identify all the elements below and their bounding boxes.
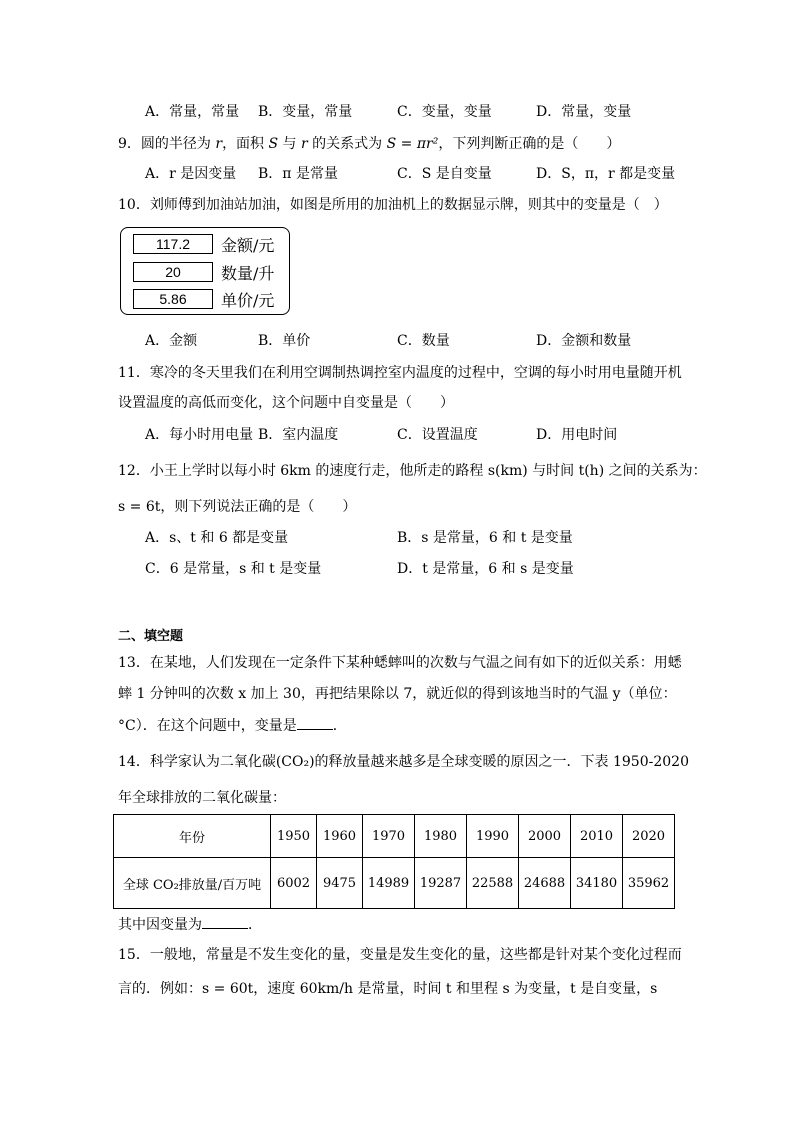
q9-option-b: B．π 是常量 — [258, 166, 338, 182]
q10-stem: 10．刘师傅到加油站加油，如图是所用的加油机上的数据显示牌，则其中的变量是（ ） — [118, 197, 668, 213]
q11-stem-line1: 11．寒冷的冬天里我们在利用空调制热调控室内温度的过程中，空调的每小时用电量随开机 — [118, 365, 682, 381]
q13-stem-line2: 蟀 1 分钟叫的次数 x 加上 30，再把结果除以 7，就近似的得到该地当时的气温 y（单位： — [118, 686, 677, 702]
q8-option-d: D．常量，变量 — [536, 104, 632, 120]
table-value-cell: 22588 — [467, 858, 519, 909]
q13-stem-line1: 13．在某地，人们发现在一定条件下某种蟋蟀叫的次数与气温之间有如下的近似关系：用蟋 — [118, 655, 682, 671]
table-year-cell: 1990 — [467, 815, 519, 858]
q10-option-b: B．单价 — [258, 333, 311, 349]
q8-option-b: B．变量，常量 — [258, 104, 353, 120]
q15-stem-line1: 15．一般地，常量是不发生变化的量，变量是发生变化的量，这些都是针对某个变化过程而 — [118, 947, 682, 963]
table-row-label: 全球 CO₂排放量/百万吨 — [114, 858, 271, 909]
q14-answer-line: 其中因变量为 ． — [118, 914, 262, 935]
table-year-cell: 2000 — [519, 815, 571, 858]
q12-option-c: C．6 是常量，s 和 t 是变量 — [145, 561, 322, 577]
table-year-cell: 2010 — [571, 815, 623, 858]
table-year-cell: 1950 — [271, 815, 317, 858]
q9-formula: S = πr² — [386, 136, 439, 152]
q9-option-a: A．r 是因变量 — [145, 166, 237, 182]
q8-option-c: C．变量，变量 — [397, 104, 492, 120]
board-value: 5.86 — [133, 289, 213, 309]
board-label: 单价/元 — [221, 290, 275, 310]
table-year-cell: 1970 — [363, 815, 415, 858]
q10-option-c: C．数量 — [397, 333, 450, 349]
q13-stem-line3: °C）．在这个问题中，变量是 ． — [118, 715, 347, 736]
board-value: 117.2 — [133, 234, 213, 254]
co2-emissions-table — [113, 814, 675, 909]
q12-option-d: D．t 是常量，6 和 s 是变量 — [397, 561, 574, 577]
q11-stem-line2: 设置温度的高低而变化，这个问题中自变量是（ ） — [118, 395, 454, 411]
table-year-cell: 1960 — [317, 815, 363, 858]
q11-option-d: D．用电时间 — [536, 427, 618, 443]
q8-option-a: A．常量，常量 — [145, 104, 240, 120]
board-row-unit-price — [133, 288, 274, 310]
table-row — [114, 858, 675, 909]
q14-stem-line2: 年全球排放的二氧化碳量： — [118, 790, 286, 806]
section-heading: 二、填空题 — [118, 629, 184, 644]
table-value-cell: 24688 — [519, 858, 571, 909]
q12-option-a: A．s、t 和 6 都是变量 — [145, 530, 289, 546]
table-value-cell: 19287 — [415, 858, 467, 909]
table-value-cell: 6002 — [271, 858, 317, 909]
q9-option-d: D．S，π，r 都是变量 — [536, 166, 676, 182]
table-value-cell: 14989 — [363, 858, 415, 909]
board-row-amount — [133, 233, 274, 255]
q12-stem-line1: 12．小王上学时以每小时 6km 的速度行走，他所走的路程 s(km) 与时间 t(h) 之间的关系为： — [118, 463, 707, 479]
q15-stem-line2: 言的．例如：s = 60t，速度 60km/h 是常量，时间 t 和里程 s 为变量，t 是自变量，s — [118, 981, 658, 997]
q9-stem: 9．圆的半径为 r，面积 S 与 r 的关系式为 S = πr²，下列判断正确的是（ ） — [118, 136, 621, 152]
q9-option-c: C．S 是自变量 — [397, 166, 492, 182]
q10-option-a: A．金额 — [145, 333, 198, 349]
q12-stem-line2: s = 6t，则下列说法正确的是（ ） — [118, 499, 357, 515]
table-header-row — [114, 815, 675, 858]
board-label: 金额/元 — [221, 235, 275, 255]
board-row-quantity — [133, 261, 274, 283]
q12-option-b: B．s 是常量，6 和 t 是变量 — [397, 530, 573, 546]
q11-option-b: B．室内温度 — [258, 427, 339, 443]
board-label: 数量/升 — [221, 263, 275, 283]
q10-option-d: D．金额和数量 — [536, 333, 632, 349]
table-year-cell: 2020 — [623, 815, 675, 858]
q14-stem-line1: 14．科学家认为二氧化碳(CO₂)的释放量越来越多是全球变暖的原因之一．下表 1950-2020 — [118, 754, 689, 770]
table-value-cell: 34180 — [571, 858, 623, 909]
answer-blank — [297, 715, 333, 730]
table-value-cell: 35962 — [623, 858, 675, 909]
answer-blank — [202, 914, 248, 929]
q11-option-a: A．每小时用电量 — [145, 427, 254, 443]
table-year-cell: 1980 — [415, 815, 467, 858]
table-header-cell: 年份 — [114, 815, 271, 858]
fuel-display-board — [120, 227, 290, 315]
q11-option-c: C．设置温度 — [397, 427, 478, 443]
board-value: 20 — [133, 262, 213, 282]
table-value-cell: 9475 — [317, 858, 363, 909]
